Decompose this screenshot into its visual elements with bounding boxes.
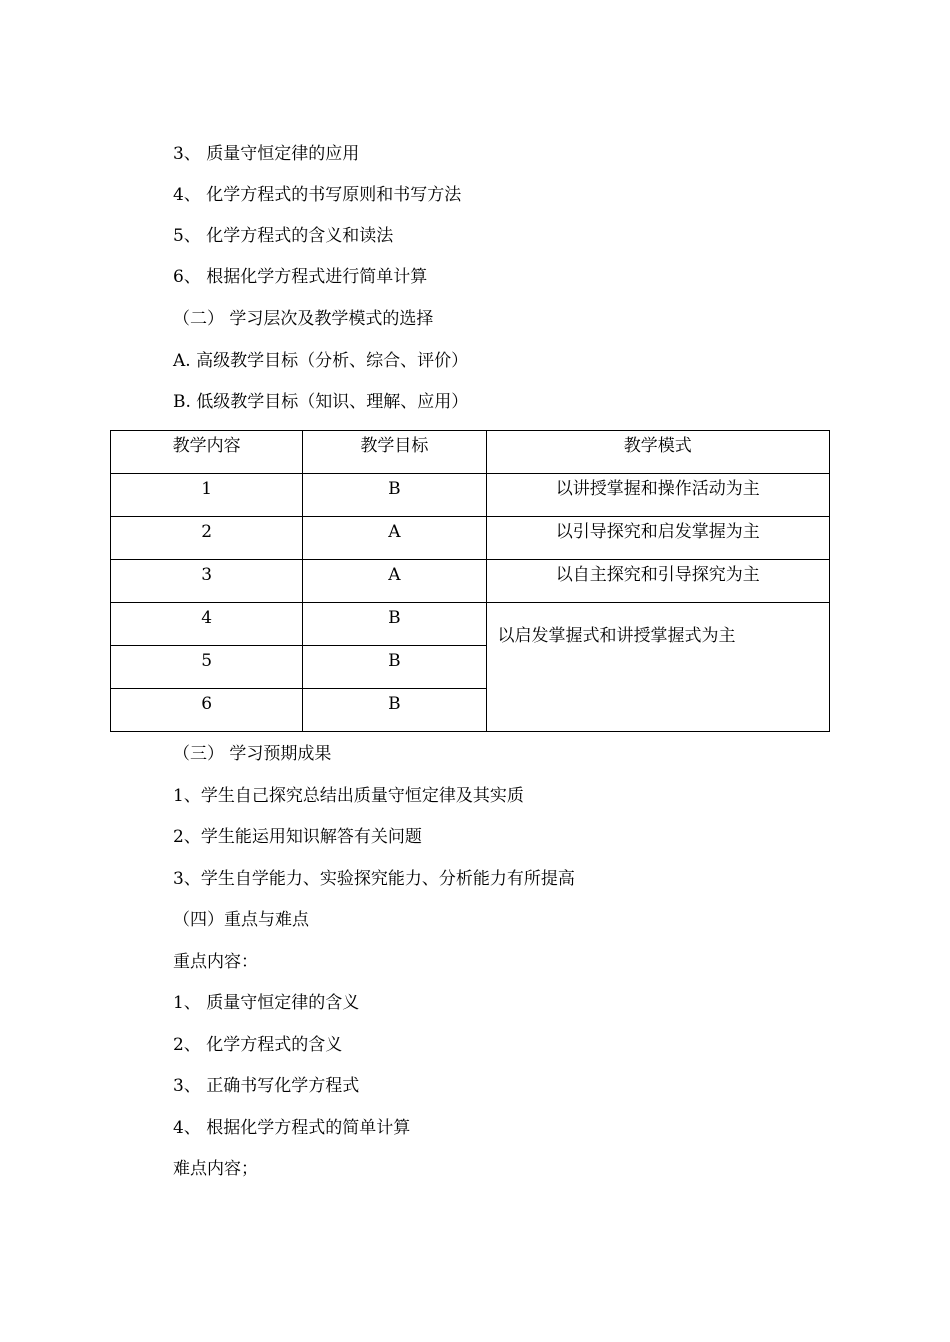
cell-mode: 以引导探究和启发掌握为主: [486, 517, 829, 560]
key-item-1: 1、 质量守恒定律的含义: [173, 993, 360, 1013]
table-row: [111, 517, 830, 560]
table-row: [111, 560, 830, 603]
cell-content: 4: [111, 603, 303, 646]
cell-goal: A: [303, 560, 486, 603]
level-b: B. 低级教学目标（知识、理解、应用）: [173, 392, 469, 412]
table-row: [111, 603, 830, 646]
teaching-mode-table: [110, 430, 830, 732]
section-two-heading: （二） 学习层次及教学模式的选择: [173, 309, 434, 329]
cell-content: 5: [111, 646, 303, 689]
cell-mode: 以自主探究和引导探究为主: [486, 560, 829, 603]
list-item-3: 3、 质量守恒定律的应用: [173, 144, 360, 164]
outcome-item-2: 2、学生能运用知识解答有关问题: [173, 827, 422, 847]
level-a: A. 高级教学目标（分析、综合、评价）: [173, 351, 469, 371]
key-points-label: 重点内容：: [173, 952, 258, 972]
header-content: 教学内容: [111, 431, 303, 474]
outcome-item-1: 1、学生自己探究总结出质量守恒定律及其实质: [173, 786, 524, 806]
table-header-row: [111, 431, 830, 474]
cell-content: 1: [111, 474, 303, 517]
key-item-3: 3、 正确书写化学方程式: [173, 1076, 360, 1096]
table-row: [111, 474, 830, 517]
cell-content: 3: [111, 560, 303, 603]
list-item-6: 6、 根据化学方程式进行简单计算: [173, 267, 428, 287]
cell-goal: B: [303, 474, 486, 517]
cell-mode: 以讲授掌握和操作活动为主: [486, 474, 829, 517]
section-three-heading: （三） 学习预期成果: [173, 744, 332, 764]
cell-mode-merged: 以启发掌握式和讲授掌握式为主: [486, 603, 829, 732]
cell-goal: A: [303, 517, 486, 560]
cell-goal: B: [303, 689, 486, 732]
cell-content: 2: [111, 517, 303, 560]
cell-content: 6: [111, 689, 303, 732]
key-item-2: 2、 化学方程式的含义: [173, 1035, 343, 1055]
section-four-heading: （四）重点与难点: [173, 910, 309, 930]
cell-goal: B: [303, 646, 486, 689]
outcome-item-3: 3、学生自学能力、实验探究能力、分析能力有所提高: [173, 869, 575, 889]
list-item-5: 5、 化学方程式的含义和读法: [173, 226, 394, 246]
key-item-4: 4、 根据化学方程式的简单计算: [173, 1118, 411, 1138]
header-goal: 教学目标: [303, 431, 486, 474]
cell-goal: B: [303, 603, 486, 646]
header-mode: 教学模式: [486, 431, 829, 474]
list-item-4: 4、 化学方程式的书写原则和书写方法: [173, 185, 462, 205]
difficult-points-label: 难点内容；: [173, 1159, 258, 1179]
